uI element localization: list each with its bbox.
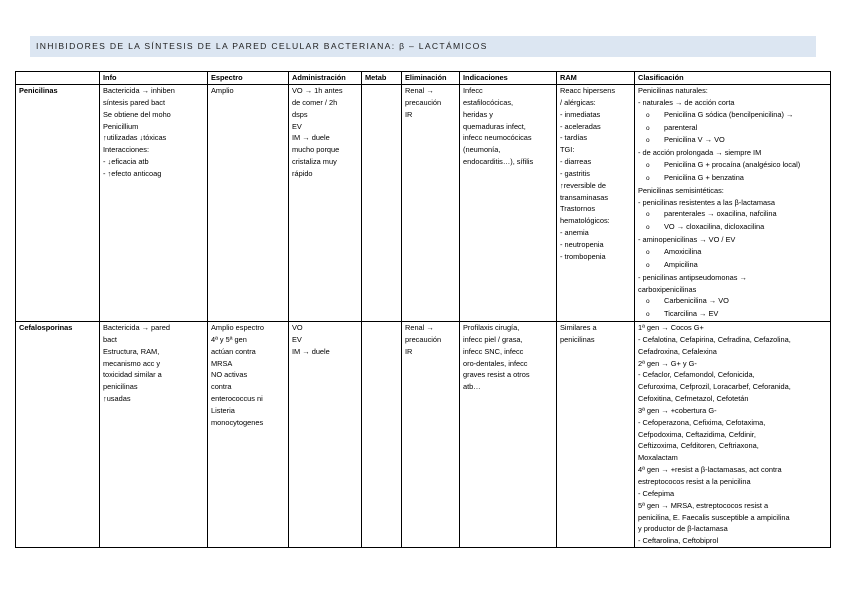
cell-line: penicilinas [560,334,595,344]
classification-line: Cefuroxima, Cefprozil, Loracarbef, Ceforanida, [638,382,791,392]
sub-bullet-item: o Penicilina G + benzatina [638,172,827,185]
classification-line: Ceftizoxima, Cefditoren, Ceftriaxona, [638,441,759,451]
cell-line: VO [292,323,303,333]
classification-line: penicilina, E. Faecalis susceptible a ampicilina [638,512,790,522]
cell-line: transaminasas [560,192,609,202]
classification-line: carboxipenicilinas [638,284,697,294]
classification-line: 3ª gen → +cobertura G- [638,405,717,415]
cell-line: toxicidad similar a [103,370,162,380]
cell-line: ↑utilizadas ↓tóxicas [103,133,167,143]
cell-line: heridas y [463,109,493,119]
cell-ram [557,322,635,548]
cell-line: Se obtiene del moho [103,109,171,119]
cell-line: IR [405,109,413,119]
classification-line: y productor de β-lactamasa [638,524,728,534]
sub-bullet-item: o VO → cloxacilina, dicloxacilina [638,221,827,234]
cell-indicaciones [460,322,557,548]
cell-line: enterococcus ni [211,394,263,404]
cell-line: / alérgicas: [560,97,596,107]
cell-line: mucho porque [292,145,340,155]
cell-line: Reacc hipersens [560,86,616,95]
cell-line: dsps [292,109,308,119]
cell-line: bact [103,334,117,344]
header-indicaciones: Indicaciones [460,72,557,85]
cell-clasificacion [635,85,831,322]
cell-line: Penicillium [103,121,139,131]
cell-espectro [208,85,289,322]
cell-line: precaución [405,97,442,107]
cell-line: mecanismo acc y [103,358,161,368]
cell-line: penicilinas [103,382,138,392]
cell-ram [557,85,635,322]
cell-line: endocarditis…), sífilis [463,157,534,167]
header-ram: RAM [557,72,635,85]
classification-line: - Ceftarolina, Ceftobiprol [638,536,719,546]
sub-bullet-item: o Ticarcilina → EV [638,308,827,321]
document-title: INHIBIDORES DE LA SÍNTESIS DE LA PARED CELULAR BACTERIANA: β – LACTÁMICOS [30,36,816,57]
cell-line: Bactericida → pared [103,323,170,333]
cell-line: IM → duele [292,133,330,143]
cell-indicaciones [460,85,557,322]
cell-line: NO activas [211,370,248,380]
classification-line: - naturales → de acción corta [638,97,735,107]
cell-line: - ↑efecto anticoag [103,168,162,178]
classification-line: - Cefoperazona, Cefixima, Cefotaxima, [638,417,766,427]
classification-line: - de acción prolongada → siempre IM [638,148,762,158]
classification-line: - penicilinas resistentes a las β-lactamasa [638,197,775,207]
sub-bullet-item: o Ampicilina [638,259,827,272]
cell-line: - trombopenia [560,251,606,261]
cell-info [100,322,208,548]
classification-line: 2ª gen → G+ y G- [638,358,697,368]
cell-line: (neumonía, [463,145,501,155]
cell-line: 4ª y 5ª gen [211,334,247,344]
sub-bullet-item: o Penicilina G sódica (bencilpenicilina) → [638,109,827,122]
table-header-row [16,72,831,85]
cell-metab [362,85,402,322]
cell-administracion [289,85,362,322]
cell-line: Estructura, RAM, [103,346,160,356]
cell-line: quemaduras infect, [463,121,526,131]
classification-line: - Cefalotina, Cefapirina, Cefradina, Cefazolina, [638,334,791,344]
header-clasificacion: Clasificación [635,72,831,85]
classification-line: Cefpodoxima, Ceftazidima, Cefdinir, [638,429,756,439]
classification-line: Moxalactam [638,453,678,463]
cell-line: Listeria [211,405,235,415]
header-espectro: Espectro [208,72,289,85]
cell-line: - anemia [560,228,589,238]
cell-info [100,85,208,322]
classification-line: 4ª gen → +resist a β-lactamasas, act contra [638,465,782,475]
cell-line: EV [292,121,302,131]
sub-bullet-item: o parenteral [638,122,827,135]
header-eliminacion: Eliminación [402,72,460,85]
cell-line: Renal → [405,323,434,333]
classification-line: estreptococos resist a la penicilina [638,477,751,486]
cell-line: VO → 1h antes [292,86,343,95]
cell-line: infecc SNC, infecc [463,346,524,356]
header-info: Info [100,72,208,85]
classification-line: Penicilinas semisintéticas: [638,185,724,195]
cell-line: ↑usadas [103,394,131,404]
cell-line: IR [405,346,413,356]
cell-line: estafilocócicas, [463,97,514,107]
cell-line: cristaliza muy [292,157,337,167]
cell-line: IM → duele [292,346,330,356]
cell-eliminacion [402,85,460,322]
sub-bullet-item: o Carbenicilina → VO [638,295,827,308]
cell-line: - aceleradas [560,121,601,131]
cell-line: TGI: [560,145,575,155]
cell-line: - diarreas [560,157,592,167]
cell-line: infecc piel / grasa, [463,334,523,344]
classification-line: 5ª gen → MRSA, estreptococos resist a [638,500,769,510]
cell-line: Bactericida → inhiben [103,86,175,95]
classification-line: Penicilinas naturales: [638,86,708,95]
classification-line: - Cefaclor, Cefamondol, Cefonicida, [638,370,755,380]
cell-line: oro-dentales, infecc [463,358,528,368]
cell-line: precaución [405,334,442,344]
cell-line: Profilaxis cirugía, [463,323,520,333]
beta-lactam-table [15,71,831,548]
cell-line: Trastornos [560,204,596,214]
cell-clasificacion [635,322,831,548]
row-name: Cefalosporinas [16,322,100,548]
header-administracion: Administración [289,72,362,85]
cell-line: de comer / 2h [292,97,338,107]
header-metab: Metab [362,72,402,85]
cell-line: - tardías [560,133,588,143]
row-name: Penicilinas [16,85,100,322]
cell-line: infecc neumocócicas [463,133,532,143]
cell-line: Interacciones: [103,145,150,155]
cell-line: hematológicos: [560,216,610,226]
cell-metab [362,322,402,548]
cell-line: graves resist a otros [463,370,530,380]
cell-line: actúan contra [211,346,256,356]
classification-line: Cefoxitina, Cefmetazol, Cefotetán [638,394,749,404]
cell-line: EV [292,334,302,344]
cell-espectro [208,322,289,548]
header-empty [16,72,100,85]
cell-line: Renal → [405,86,434,95]
sub-bullet-item: o Penicilina V → VO [638,134,827,147]
sub-bullet-item: o Penicilina G + procaína (analgésico local) [638,159,827,172]
cell-line: Amplio [211,86,234,95]
cell-line: atb… [463,382,481,392]
cell-line: monocytogenes [211,417,264,427]
cell-line: contra [211,382,232,392]
cell-line: Infecc [463,86,483,95]
cell-line: síntesis pared bact [103,97,166,107]
cell-line: ↑reversible de [560,180,607,190]
sub-bullet-item: o parenterales → oxacilina, nafcilina [638,208,827,221]
cell-administracion [289,322,362,548]
cell-line: MRSA [211,358,233,368]
cell-line: - inmediatas [560,109,601,119]
cell-line: Similares a [560,323,597,333]
classification-line: Cefadroxina, Cefalexina [638,346,717,356]
table-row [16,322,831,548]
cell-line: rápido [292,168,313,178]
classification-line: - aminopenicilinas → VO / EV [638,235,736,245]
cell-line: Amplio espectro [211,323,264,333]
table-row [16,85,831,322]
sub-bullet-item: o Amoxicilina [638,246,827,259]
cell-eliminacion [402,322,460,548]
classification-line: 1ª gen → Cocos G+ [638,323,704,333]
cell-line: - gastritis [560,168,590,178]
cell-line: - neutropenia [560,239,604,249]
classification-line: - penicilinas antipseudomonas → [638,272,747,282]
classification-line: - Cefepima [638,488,675,498]
cell-line: - ↓eficacia atb [103,157,149,167]
